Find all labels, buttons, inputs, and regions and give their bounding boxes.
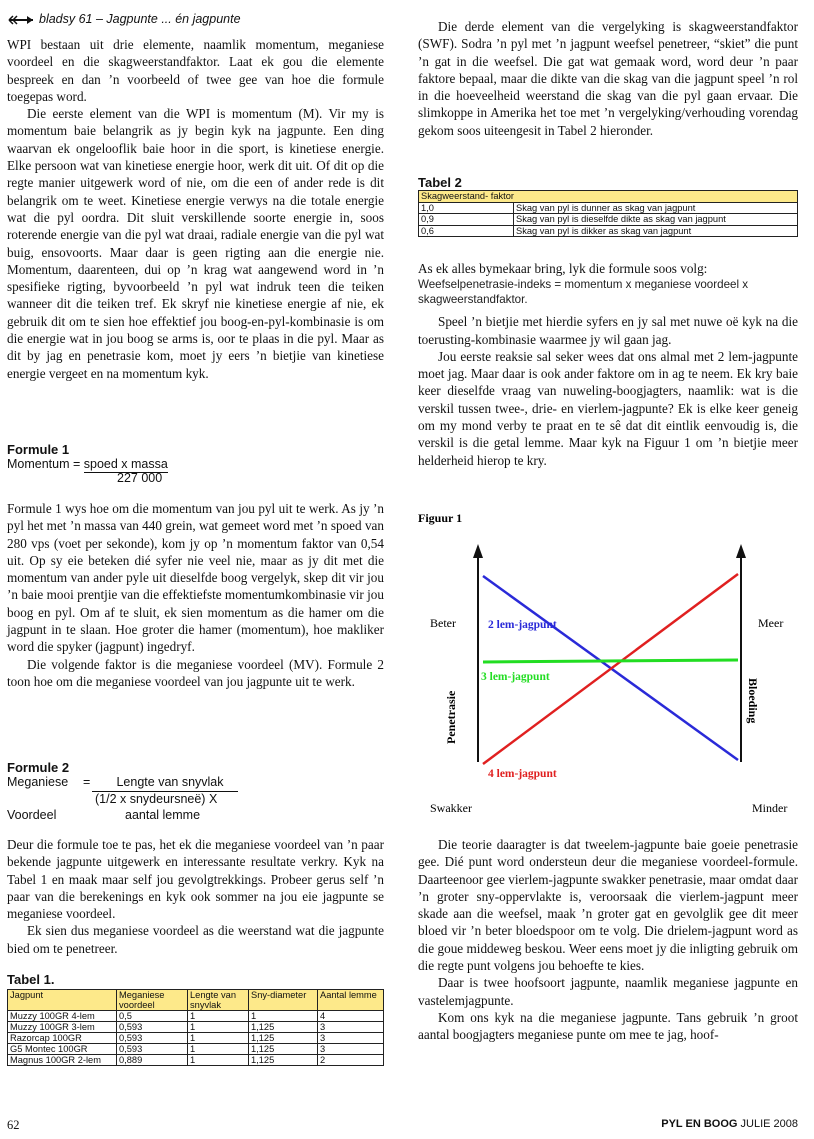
paragraph: Formule 1 wys hoe om die momentum van jou pyl uit te werk. As jy ’n pyl het met ’n massa van 440 grein, wat gemeet word met ’n spoed van 280 vps (voet per sekonde), kom jy op ’n momentum faktor van 0,54 uit. Op sy eie beteken dié syfer nie veel nie, maar as jy dit met die momentum van ander pyle uit dieselfde boog vergelyk, skep dit vir jou ’n baie mooi prentjie van die effektiefste momentumkombinasie vir jou boog en pyl. Om af te sluit, ek sien momentum as die hamer om die jagpunt in te slaan. Hoe groter die hamer (momentum), hoe makliker word die spyker (jagpunt) ingedryf.	[7, 501, 384, 655]
formula-1-denominator: 227 000	[117, 471, 163, 485]
paragraph: Speel ’n bietjie met hierdie syfers en jy sal met nuwe oë kyk na die toerusting-kombinasie waarmee jy wil gaan jag.	[418, 314, 798, 347]
table-cell: 0,593	[117, 1022, 188, 1033]
label-penetrasie: Penetrasie	[444, 690, 458, 744]
formula-2-denominator-1: (1/2 x snydeursneë) X	[95, 792, 218, 806]
table-2-title: Tabel 2	[418, 175, 462, 190]
formula-2-lhs-1: Meganiese	[7, 775, 69, 789]
table-cell: Muzzy 100GR 3-lem	[8, 1022, 117, 1033]
table-cell: 1	[188, 1044, 249, 1055]
table-cell: 0,889	[117, 1055, 188, 1066]
paragraph: Jou eerste reaksie sal seker wees dat ons almal met 2 lem-jagpunte moet jag. Maar daar is ook ander faktore om in ag te neem. Ek kry baie keer dieselfde vraag van nuweling-boogjagters, naamlik: wat is die verskil tussen twee-, drie- en vierlem-jagpunte? Ek is elke keer geneig om my mond verby te praat en te sê dat dit eintlik eenvoudig is, die verskil is die getal lemme. Maar kyk na Figuur 1 om ’n bietjie meer helderheid hierop te kry.	[418, 348, 798, 468]
table-cell: 1	[188, 1033, 249, 1044]
label-bloeding: Bloeding	[746, 678, 760, 724]
label-beter: Beter	[430, 616, 456, 630]
label-4-lem: 4 lem-jagpunt	[488, 768, 557, 780]
footer-publication	[661, 1118, 798, 1130]
page-number: 62	[7, 1118, 20, 1132]
table-row	[8, 1011, 384, 1022]
formula-2-numerator: Lengte van snyvlak	[116, 775, 224, 789]
right-axis-arrow-icon	[736, 544, 746, 558]
formula-1-title: Formule 1	[7, 442, 70, 457]
table-cell: 0,5	[117, 1011, 188, 1022]
table-row	[8, 1022, 384, 1033]
table-cell: Skag van pyl is dieselfde dikte as skag van jagpunt	[514, 214, 798, 226]
paragraph: WPI bestaan uit drie elemente, naamlik momentum, meganiese voordeel en die skagweerstandfaktor. Laat ek gou die elemente bespreek en dan ’n voorbeeld of twee gee van hoe die formule toegepas word.	[7, 37, 384, 104]
table-cell: 1	[188, 1055, 249, 1066]
table-cell: 1	[249, 1011, 318, 1022]
table-header-cell: Sny-diameter	[249, 990, 318, 1011]
formula-2-lhs-2: Voordeel	[7, 808, 57, 822]
table-cell: 1	[188, 1011, 249, 1022]
table-row	[419, 214, 798, 226]
table-cell: Magnus 100GR 2-lem	[8, 1055, 117, 1066]
table-1-title: Tabel 1.	[7, 972, 55, 987]
paragraph: Deur die formule toe te pas, het ek die meganiese voordeel van ’n paar bekende jagpunte uitgewerk en interessante resultate verkry. Kyk na Tabel 1 en maak maar self jou gevolgtrekkings. Probeer gerus self ’n paar van die berekenings en kyk ook sommer na jou eie jagpunte se meganiese voordeel.	[7, 837, 384, 922]
table-cell: Muzzy 100GR 4-lem	[8, 1011, 117, 1022]
label-2-lem: 2 lem-jagpunt	[488, 619, 557, 631]
table-row	[8, 1044, 384, 1055]
label-minder: Minder	[752, 801, 788, 815]
table-header-cell: Jagpunt	[8, 990, 117, 1011]
formula-2	[7, 760, 384, 823]
table-cell: 3	[318, 1022, 384, 1033]
running-header	[7, 12, 241, 26]
label-3-lem: 3 lem-jagpunt	[481, 671, 550, 683]
table-cell: Skag van pyl is dikker as skag van jagpunt	[514, 225, 798, 237]
footer-date: JULIE 2008	[740, 1118, 798, 1130]
paragraph: Ek sien dus meganiese voordeel as die weerstand wat die jagpunte bied om te penetreer.	[7, 923, 384, 956]
table-1	[7, 972, 384, 1066]
table-header-row	[8, 990, 384, 1011]
table-cell: 0,6	[419, 225, 514, 237]
formula-2-equals: =	[83, 775, 91, 789]
table-row	[419, 202, 798, 214]
table-cell: 1	[188, 1022, 249, 1033]
paragraph: Die eerste element van die WPI is momentum (M). Vir my is momentum baie belangrik as jy begin kyk na jagpunte. Een ding waarvan ek ongelooflik baie hoor in die sport, is kinetiese energie. Elke persoon wat van kinetiese energie hoor, werk dit uit. Of dit op die regte manier uitgewerk word of nie, om die een of ander rede is dit belangrik om te weet. Kinetiese energie verwys na die totale energie wat die pyl oordra. Dit sluit verskillende soorte energie in, soos roterende energie van die pyl wat draai, radiale energie van die pyl wat buig, ensovoorts. Maar daar is geen rigting aan die energie nie. Momentum, daarenteen, dui op ’n krag wat aangewend word in ’n spesifieke rigting, byvoorbeeld ’n pyl wat indruk teen die teiken wanneer dit die teiken tref. Ek skryf nie kinetiese energie af nie, ek gebruik dit om te sien hoe effektief jou boog-en-pyl-kombinasie is om die energie wat in jou boog se arms is, oor te plaas in die pyl. Maar as dit by jag en penetrasie kom, moet jy eers ’n bietjie van kinetiese energie vergeet en na momentum kyk.	[7, 106, 384, 381]
label-meer: Meer	[758, 616, 784, 630]
table-cell: 3	[318, 1033, 384, 1044]
table-cell: 4	[318, 1011, 384, 1022]
table-cell: 3	[318, 1044, 384, 1055]
formula-1	[7, 442, 384, 489]
table-cell: Razorcap 100GR	[8, 1033, 117, 1044]
paragraph: Daar is twee hoofsoort jagpunte, naamlik meganiese jagpunte en vastelemjagpunte.	[418, 975, 798, 1008]
label-swakker: Swakker	[430, 801, 472, 815]
table-header-row	[419, 191, 798, 203]
table-header-cell: Skagweerstand- faktor	[419, 191, 798, 203]
table-cell: 0,9	[419, 214, 514, 226]
paragraph: As ek alles bymekaar bring, lyk die formule soos volg:	[418, 261, 708, 276]
table-header-cell: Aantal lemme	[318, 990, 384, 1011]
table-cell: G5 Montec 100GR	[8, 1044, 117, 1055]
paragraph: Die teorie daaragter is dat tweelem-jagpunte baie goeie penetrasie gee. Dié punt word ondersteun deur die meganiese voordeel-formule. Daarteenoor gee vierlem-jagpunte swakker penetrasie, maar omdat daar ’n groter sny-oppervlakte is, veroorsaak die vierlem-jagpunt meer skade aan die weefsel, maak ’n groter gat en gevolglik gee dit meer bloed vir ’n beter bloedspoor om te volg. Die drielem-jagpunt word as die goue middeweg beskou. Weer eens moet jy die inligting gebruik om die regte punt volgens jou behoefte te kies.	[418, 837, 798, 974]
table-row	[8, 1055, 384, 1066]
figure-title: Figuur 1	[418, 511, 463, 525]
formula-2-denominator-2: aantal lemme	[125, 808, 201, 822]
left-axis-arrow-icon	[473, 544, 483, 558]
table-row	[419, 225, 798, 237]
table-cell: 0,593	[117, 1033, 188, 1044]
paragraph: Die derde element van die vergelyking is skagweerstandfaktor (SWF). Sodra ’n pyl met ’n jagpunt weefsel penetreer, “skiet” die punt ’n gat in die weefsel. Die gat wat gemaak word, word deur ’n paar faktore bepaal, maar die dikte van die skag van die jagpunt speel ’n rol in die hoeveelheid weerstand die skag van die pyl gaan ervaar. Die slimkoppe in Amerika het toe met ’n vergelyking/verhouding vorendag gekom soos uiteengesit in Tabel 2 hieronder.	[418, 19, 798, 138]
table-cell: 1,125	[249, 1055, 318, 1066]
table-cell: 1,125	[249, 1022, 318, 1033]
formula-1-numerator: spoed x massa	[83, 457, 168, 471]
table-row	[8, 1033, 384, 1044]
footer-brand: PYL EN BOOG	[661, 1118, 738, 1130]
table-cell: 2	[318, 1055, 384, 1066]
arrow-icon	[7, 15, 35, 25]
table-cell: 1,125	[249, 1044, 318, 1055]
formula-wpi: Weefselpenetrasie-indeks = momentum x meganiese voordeel x skagweerstandfaktor.	[418, 278, 749, 307]
paragraph: Kom ons kyk na die meganiese jagpunte. Tans gebruik ’n groot aantal boogjagters meganiese punte om mee te jag, hoof-	[418, 1009, 798, 1043]
table-cell: 0,593	[117, 1044, 188, 1055]
table-cell: 1,0	[419, 202, 514, 214]
header-title: bladsy 61 – Jagpunte ... én jagpunte	[39, 12, 241, 26]
table-cell: Skag van pyl is dunner as skag van jagpunt	[514, 202, 798, 214]
table-header-cell: Meganiese voordeel	[117, 990, 188, 1011]
figure-1	[418, 510, 798, 828]
table-header-cell: Lengte van snyvlak	[188, 990, 249, 1011]
table-2	[418, 175, 798, 237]
line-3-lem	[483, 660, 738, 662]
table-cell: 1,125	[249, 1033, 318, 1044]
paragraph: Die volgende faktor is die meganiese voordeel (MV). Formule 2 toon hoe om die meganiese voordeel van jou jagpunte uit te werk.	[7, 656, 384, 689]
formula-2-title: Formule 2	[7, 760, 70, 775]
formula-1-lhs: Momentum =	[7, 457, 84, 471]
